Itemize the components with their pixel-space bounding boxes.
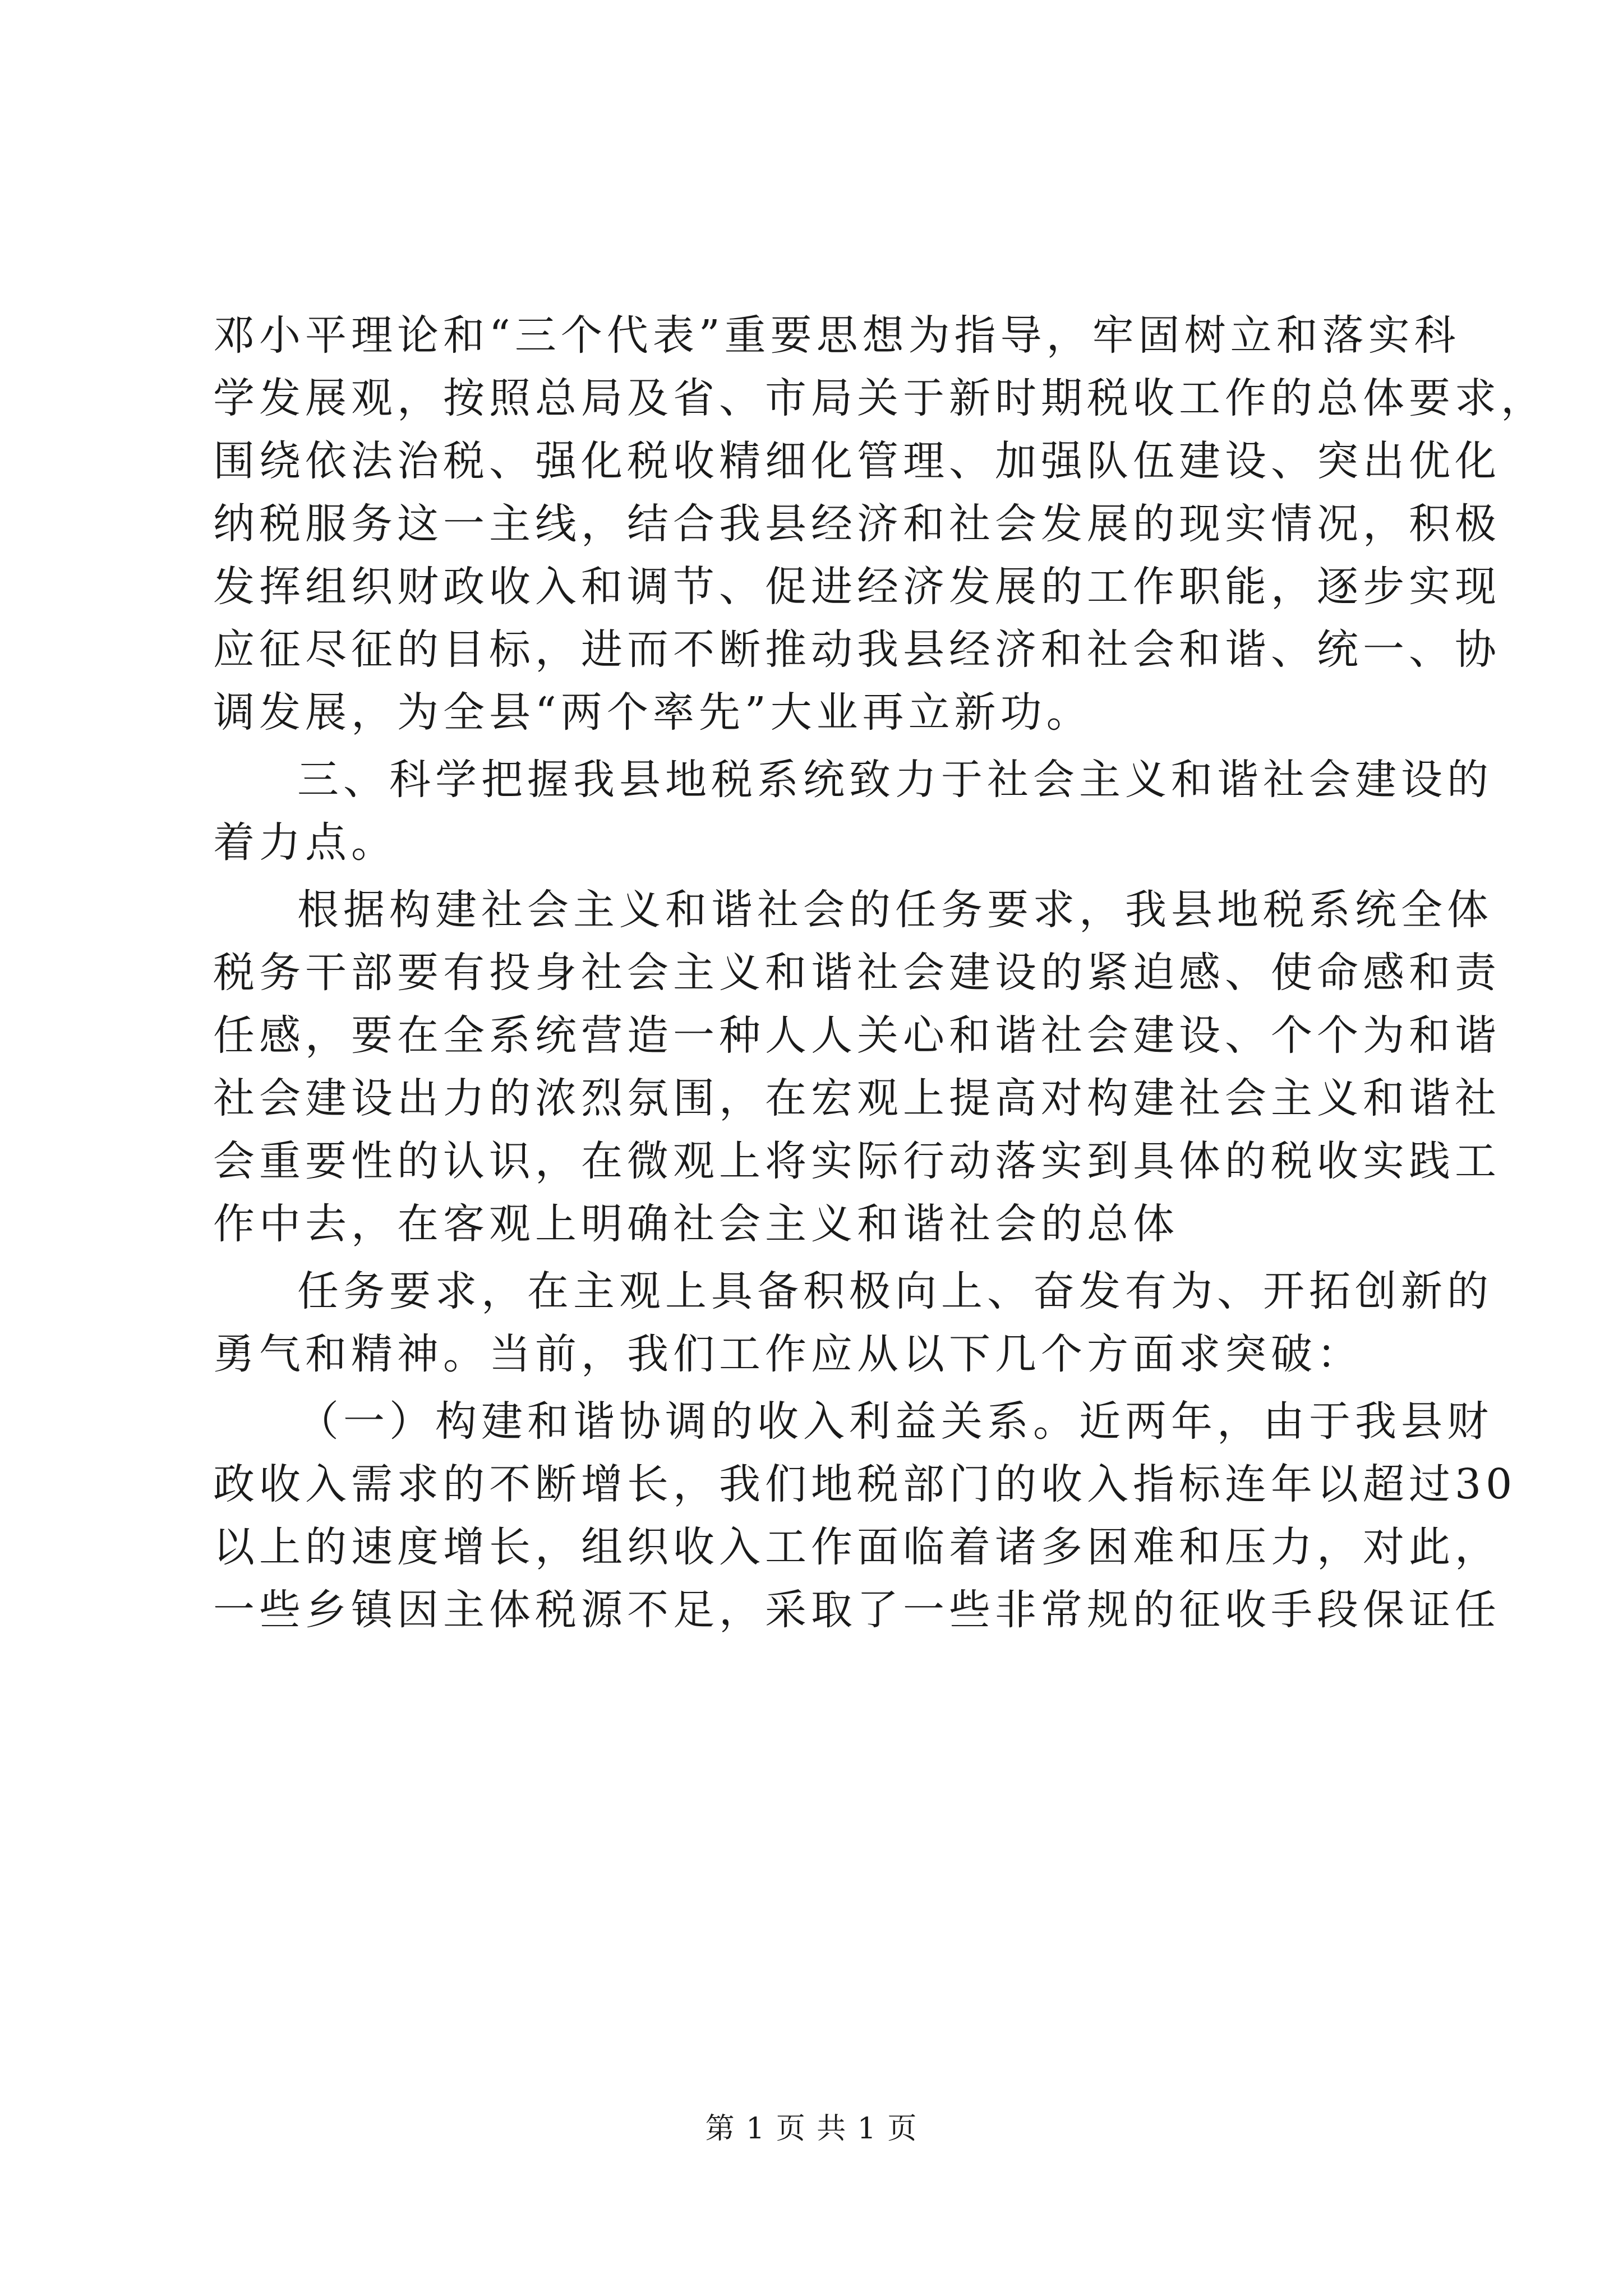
text-line: 发挥组织财政收入和调节、促进经济发展的工作职能，逐步实现 xyxy=(213,563,1501,611)
text-line: 社会建设出力的浓烈氛围，在宏观上提高对构建社会主义和谐社 xyxy=(213,1074,1501,1122)
text-line: 调发展，为全县“两个率先”大业再立新功。 xyxy=(213,688,1092,737)
text-line: 根据构建社会主义和谐社会的任务要求，我县地税系统全体 xyxy=(297,886,1493,934)
text-line: 任务要求，在主观上具备积极向上、奋发有为、开拓创新的 xyxy=(297,1267,1493,1315)
section-heading: 三、科学把握我县地税系统致力于社会主义和谐社会建设的 xyxy=(297,756,1493,804)
text-line: 会重要性的认识，在微观上将实际行动落实到具体的税收实践工 xyxy=(213,1137,1501,1185)
page-footer: 第 1 页 共 1 页 xyxy=(705,2112,918,2146)
text-line: 税务干部要有投身社会主义和谐社会建设的紧迫感、使命感和责 xyxy=(213,949,1501,997)
text-line: 一些乡镇因主体税源不足，采取了一些非常规的征收手段保证任 xyxy=(213,1586,1501,1634)
text-line: 邓小平理论和“三个代表”重要思想为指导，牢固树立和落实科 xyxy=(213,311,1460,360)
text-line: 勇气和精神。当前，我们工作应从以下几个方面求突破： xyxy=(213,1330,1363,1378)
text-line: 应征尽征的目标，进而不断推动我县经济和社会和谐、统一、协 xyxy=(213,625,1501,674)
text-line: 政收入需求的不断增长，我们地税部门的收入指标连年以超过30 xyxy=(213,1460,1517,1508)
text-line: 以上的速度增长，组织收入工作面临着诸多困难和压力，对此， xyxy=(213,1523,1501,1571)
text-line: 着力点。 xyxy=(213,818,397,867)
text-line: 作中去，在客观上明确社会主义和谐社会的总体 xyxy=(213,1200,1179,1248)
text-line: 纳税服务这一主线，结合我县经济和社会发展的现实情况，积极 xyxy=(213,500,1501,548)
text-line: 学发展观，按照总局及省、市局关于新时期税收工作的总体要求， xyxy=(213,374,1547,422)
text-line: 任感，要在全系统营造一种人人关心和谐社会建设、个个为和谐 xyxy=(213,1011,1501,1060)
text-line: 围绕依法治税、强化税收精细化管理、加强队伍建设、突出优化 xyxy=(213,437,1501,485)
subsection-heading: （一）构建和谐协调的收入利益关系。近两年，由于我县财 xyxy=(297,1397,1493,1446)
